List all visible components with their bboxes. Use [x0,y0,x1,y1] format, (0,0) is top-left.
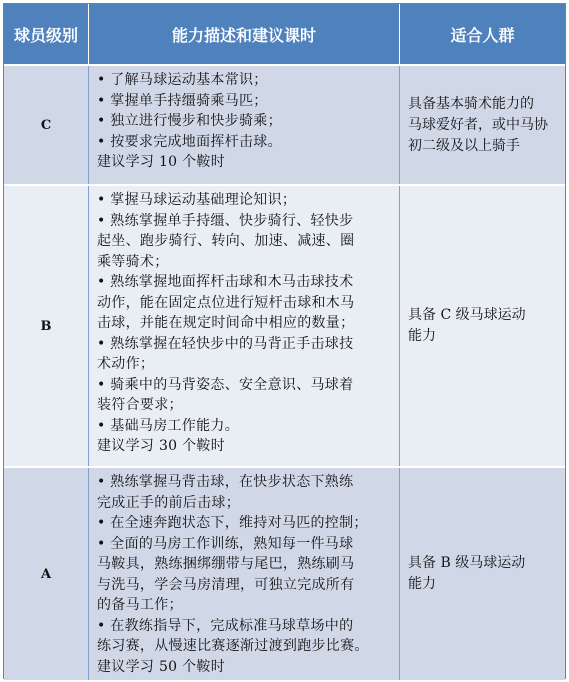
description-cell [89,66,400,184]
description-line: 装符合要求； [97,397,183,413]
description-line: 动作，能在固定点位进行短杆击球和木马 [97,294,355,311]
description-line: • 掌握马球运动基础理论知识； [97,192,297,208]
audience-line: 能力 [408,576,436,592]
description-line: 乘等骑术； [97,253,169,270]
description-line: 的备马工作； [97,597,183,613]
description-line: • 独立进行慢步和快步骑乘； [97,113,282,129]
table-row-level-a [4,466,565,680]
description-line: 击球，并能在规定时间命中相应的数量； [97,315,355,331]
description-line: 马鞍具，熟练捆绑绷带与尾巴，熟练刷马 [97,556,355,572]
level-cell: A [4,468,89,680]
description-line: • 基础马房工作能力。 [97,417,240,434]
audience-line: 具备基本骑术能力的 [408,95,534,112]
description-line: • 熟练掌握单手持缰、快步骑行、轻快步 [97,212,354,229]
header-description: 能力描述和建议课时 [89,4,400,64]
audience-cell [400,468,565,680]
description-line: • 熟练掌握地面挥杆击球和木马击球技术 [97,274,354,290]
description-line: • 掌握单手持缰骑乘马匹； [97,92,268,109]
audience-line: 具备 C 级马球运动 [408,307,526,323]
audience-line: 初二级及以上骑手 [408,137,520,154]
audience-cell [400,66,565,184]
description-cell [89,186,400,466]
header-level: 球员级别 [4,4,89,64]
description-line: • 了解马球运动基本常识； [97,72,268,88]
description-line: • 骑乘中的马背姿态、安全意识、马球着 [97,376,354,393]
recommended-hours: 建议学习 50 个鞍时 [97,658,226,675]
table-row-level-b [4,184,565,466]
audience-line: 马球爱好者，或中马协 [408,116,548,133]
description-line: 与洗马，学会马房清理，可独立完成所有 [97,576,355,593]
table-header-row [4,4,565,64]
header-audience: 适合人群 [450,25,515,45]
level-cell: B [4,186,89,466]
description-line: 完成正手的前后击球； [97,494,240,511]
recommended-hours: 建议学习 30 个鞍时 [97,438,226,454]
table-row-level-c [4,64,565,184]
description-line: • 在全速奔跑状态下，维持对马匹的控制； [97,515,368,531]
description-line: • 按要求完成地面挥杆击球。 [97,133,282,150]
audience-line: 具备 B 级马球运动 [408,555,526,571]
description-line: 练习赛，从慢速比赛逐渐过渡到跑步比赛。 [97,638,369,654]
description-cell [89,468,400,680]
description-line: • 熟练掌握在轻快步中的马背正手击球技 [97,335,354,352]
description-line: • 在教练指导下，完成标准马球草场中的 [97,617,354,634]
recommended-hours: 建议学习 10 个鞍时 [97,154,226,170]
audience-line: 能力 [408,328,436,344]
audience-cell [400,186,565,466]
level-cell: C [4,66,89,184]
training-levels-table [3,3,566,679]
description-line: 术动作； [97,356,155,372]
description-line: 起坐、跑步骑行、转向、加速、减速、圈 [97,233,355,249]
description-line: • 熟练掌握马背击球，在快步状态下熟练 [97,474,354,490]
description-line: • 全面的马房工作训练，熟知每一件马球 [97,535,354,552]
